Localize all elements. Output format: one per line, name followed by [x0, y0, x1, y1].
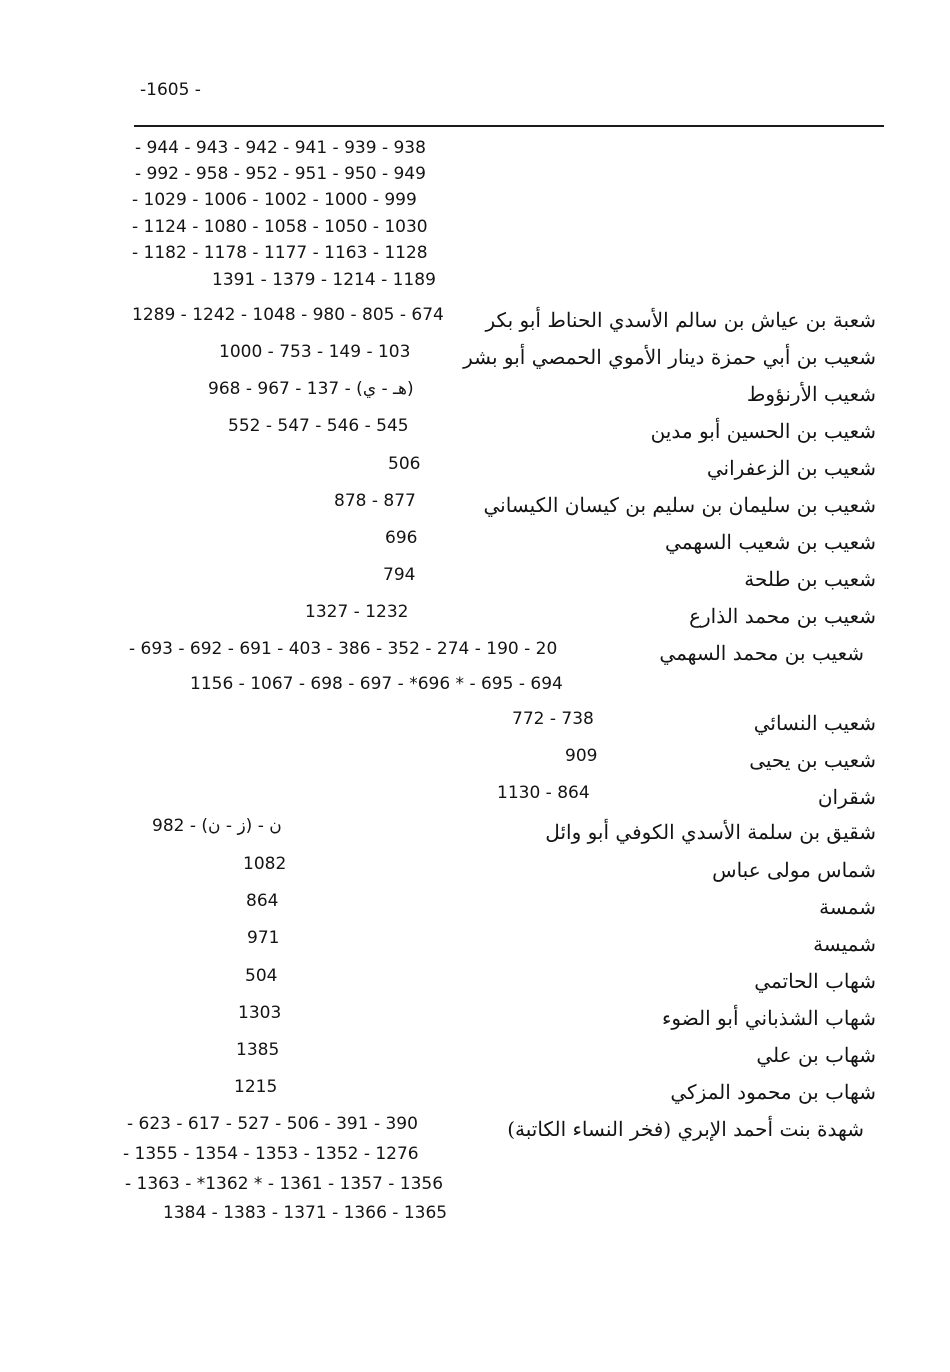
index-entry-refs: 864	[246, 891, 279, 911]
index-entry-refs: 504	[245, 966, 278, 986]
index-entry-name: شعيب النسائي	[753, 711, 876, 735]
index-entry-refs: - 1355 - 1354 - 1353 - 1352 - 1276	[123, 1144, 419, 1164]
index-entry-name: شعيب بن يحيى	[749, 748, 876, 772]
continuation-line: - 992 - 958 - 952 - 951 - 950 - 949	[135, 164, 426, 184]
index-entry-refs: 971	[247, 928, 280, 948]
index-entry-name: شعبة بن عياش بن سالم الأسدي الحناط أبو بكر	[485, 308, 876, 332]
index-entry-name: شهدة بنت أحمد الإبري (فخر النساء الكاتبة)	[507, 1117, 864, 1141]
index-entry-refs: 552 - 547 - 546 - 545	[228, 416, 409, 436]
index-entry-name: شهاب بن علي	[756, 1043, 876, 1067]
index-entry-refs: - 1363 - *1362 * - 1361 - 1357 - 1356	[125, 1174, 444, 1194]
index-entry-refs: 794	[383, 565, 416, 585]
index-entry-refs: 1289 - 1242 - 1048 - 980 - 805 - 674	[132, 305, 444, 325]
continuation-line: - 944 - 943 - 942 - 941 - 939 - 938	[135, 138, 426, 158]
continuation-line: - 1029 - 1006 - 1002 - 1000 - 999	[132, 190, 417, 210]
index-entry-name: شهاب الشذباني أبو الضوء	[661, 1006, 876, 1030]
index-entry-refs: 968 - 967 - 137 - (هـ - ي)	[208, 379, 414, 399]
index-entry-name: شعيب بن أبي حمزة دينار الأموي الحمصي أبو بشر	[463, 345, 876, 369]
index-entry-name: شعيب بن شعيب السهمي	[665, 530, 876, 554]
index-entry-refs: 1385	[236, 1040, 280, 1060]
index-entry-name: شهاب بن محمود المزكي	[670, 1080, 876, 1104]
index-entry-refs: 1082	[243, 854, 287, 874]
continuation-line: 1391 - 1379 - 1214 - 1189	[212, 270, 436, 290]
index-entry-refs: 772 - 738	[512, 709, 594, 729]
index-entry-name: شعيب بن محمد السهمي	[659, 641, 864, 665]
index-entry-name: شقران	[817, 785, 876, 809]
index-entry-name: شهاب الحاتمي	[754, 969, 876, 993]
index-entry-name: شعيب بن سليمان بن سليم بن كيسان الكيساني	[483, 493, 876, 517]
index-entry-name: شعيب بن طلحة	[744, 567, 876, 591]
index-entry-name: شمسة	[819, 895, 876, 919]
index-entry-refs: ن - (ز - ن) - 982	[152, 816, 282, 836]
index-entry-refs: 909	[565, 746, 598, 766]
index-entry-refs: 1215	[234, 1077, 278, 1097]
header-rule	[134, 125, 884, 127]
index-entry-name: شعيب بن الزعفراني	[706, 456, 876, 480]
index-entry-name: شقيق بن سلمة الأسدي الكوفي أبو وائل	[545, 820, 876, 844]
index-entry-refs: 1327 - 1232	[305, 602, 409, 622]
index-entry-refs: 1156 - 1067 - 698 - 697 - *696 * - 695 - 694	[190, 674, 563, 694]
index-entry-refs: 1384 - 1383 - 1371 - 1366 - 1365	[163, 1203, 448, 1223]
index-entry-name: شعيب بن الحسين أبو مدين	[650, 419, 876, 443]
index-entry-refs: 1303	[238, 1003, 282, 1023]
index-entry-refs: 1000 - 753 - 149 - 103	[219, 342, 411, 362]
index-entry-refs: - 693 - 692 - 691 - 403 - 386 - 352 - 274 - 190 - 20	[129, 639, 558, 659]
continuation-line: - 1182 - 1178 - 1177 - 1163 - 1128	[132, 243, 428, 263]
page-number: -1605 -	[140, 80, 201, 100]
index-entry-name: شماس مولى عباس	[712, 858, 876, 882]
index-entry-name: شميسة	[813, 932, 876, 956]
continuation-line: - 1124 - 1080 - 1058 - 1050 - 1030	[132, 217, 428, 237]
index-entry-name: شعيب الأرنؤوط	[746, 382, 876, 406]
index-entry-refs: 696	[385, 528, 418, 548]
index-entry-name: شعيب بن محمد الذارع	[689, 604, 876, 628]
index-entry-refs: 1130 - 864	[497, 783, 590, 803]
index-entry-refs: - 623 - 617 - 527 - 506 - 391 - 390	[127, 1114, 418, 1134]
index-entry-refs: 878 - 877	[334, 491, 416, 511]
index-entry-refs: 506	[388, 454, 421, 474]
